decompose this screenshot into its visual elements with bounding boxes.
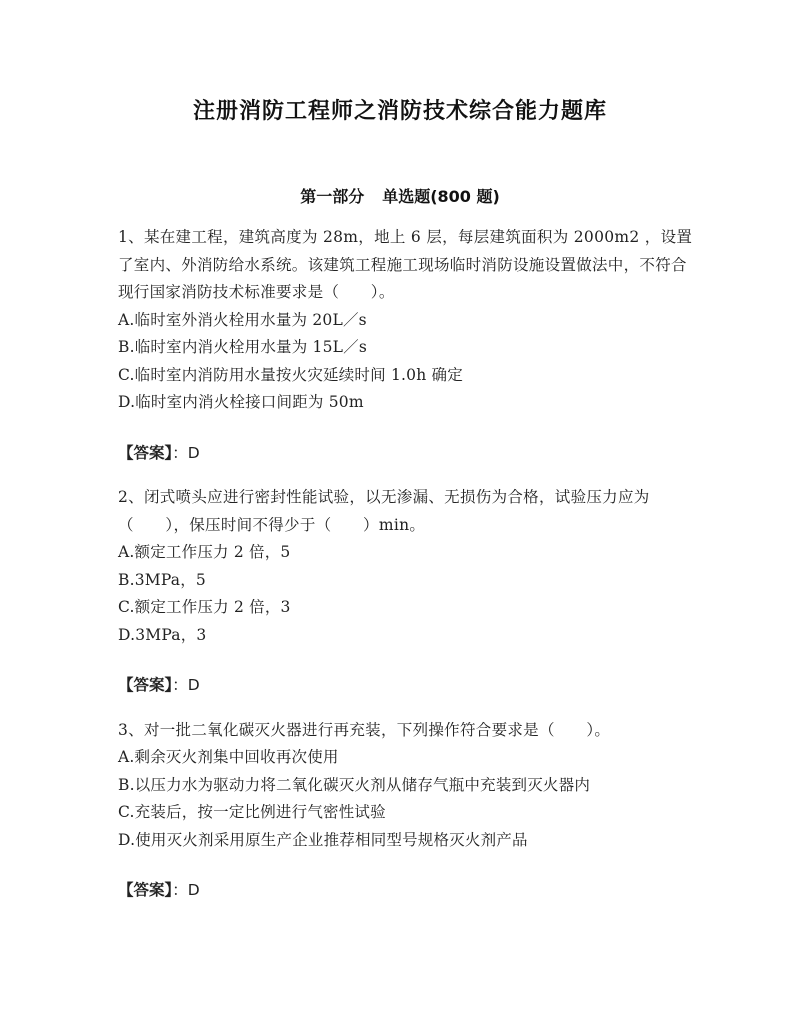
section-title: 单选题(800 题) <box>382 187 500 206</box>
question-text: 1、某在建工程，建筑高度为 28m，地上 6 层，每层建筑面积为 2000m2 ，设置了室内、外消防给水系统。该建筑工程施工现场临时消防设施设置做法中，不符合现行国家消防技术标准要求是（ ）。 <box>118 228 693 301</box>
question-text: 3、对一批二氧化碳灭火器进行再充装，下列操作符合要求是（ ）。 <box>118 720 611 739</box>
question-2 <box>118 484 698 700</box>
answer-value: D <box>187 881 200 899</box>
answer-line <box>118 672 698 700</box>
answer-label: 【答案】 <box>118 881 173 899</box>
answer-separator: ： <box>172 676 188 694</box>
option-b: B.以压力水为驱动力将二氧化碳灭火剂从储存气瓶中充装到灭火器内 <box>118 775 591 794</box>
question-text: 2、闭式喷头应进行密封性能试验，以无渗漏、无损伤为合格，试验压力应为（ ），保压时间不得少于（ ）min。 <box>118 488 650 534</box>
section-part: 第一部分 <box>300 187 365 206</box>
option-c: C.充装后，按一定比例进行气密性试验 <box>118 803 386 821</box>
option-c: C.临时室内消防用水量按火灾延续时间 1.0h 确定 <box>118 365 463 384</box>
option-b: B.临时室内消火栓用水量为 15L／s <box>118 338 368 356</box>
question-1 <box>118 224 698 467</box>
option-d: D.使用灭火剂采用原生产企业推荐相同型号规格灭火剂产品 <box>118 830 528 849</box>
option-d: D.临时室内消火栓接口间距为 50m <box>118 393 364 411</box>
question-list <box>118 224 698 922</box>
option-d: D.3MPa，3 <box>118 625 207 644</box>
answer-separator: ： <box>172 443 188 462</box>
answer-line <box>118 877 698 905</box>
question-3 <box>118 717 698 905</box>
section-heading <box>0 184 800 207</box>
answer-line <box>118 440 698 468</box>
option-a: A.临时室外消火栓用水量为 20L／s <box>118 310 367 329</box>
option-a: A.剩余灭火剂集中回收再次使用 <box>118 748 339 766</box>
option-a: A.额定工作压力 2 倍，5 <box>118 543 291 561</box>
answer-value: D <box>187 676 200 694</box>
answer-label: 【答案】 <box>118 676 173 694</box>
document-title: 注册消防工程师之消防技术综合能力题库 <box>192 99 607 124</box>
option-c: C.额定工作压力 2 倍，3 <box>118 598 291 616</box>
option-b: B.3MPa，5 <box>118 570 206 589</box>
answer-separator: ： <box>172 881 188 899</box>
answer-value: D <box>187 443 200 462</box>
answer-label: 【答案】 <box>118 443 173 462</box>
